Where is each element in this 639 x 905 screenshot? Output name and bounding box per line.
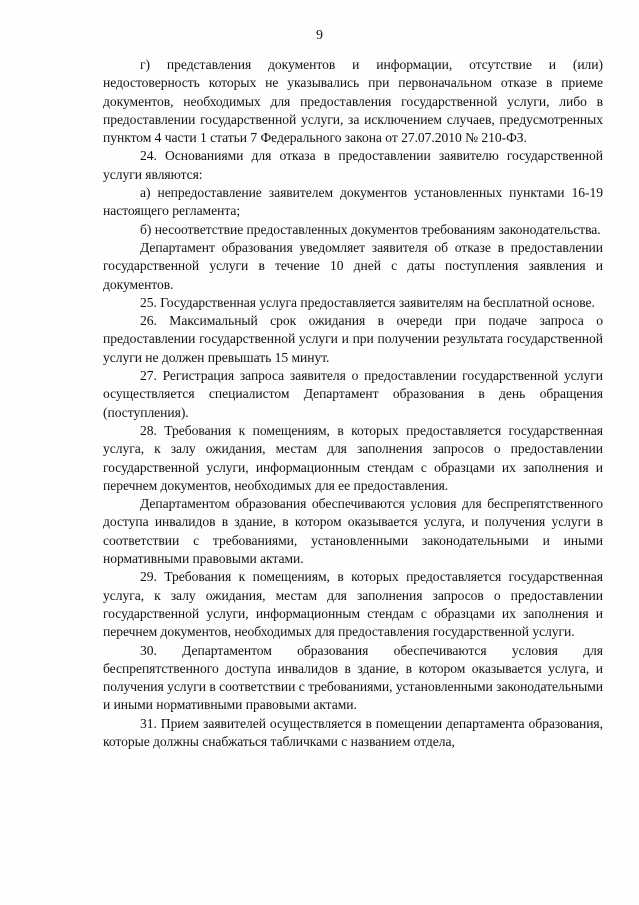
- paragraph-26: 26. Максимальный срок ожидания в очереди при подаче запроса о предоставлении государственной услуги и при получении результата государственной услуги не должен превышать 15 минут.: [103, 313, 603, 365]
- document-body: [103, 56, 603, 751]
- paragraph-29: 29. Требования к помещениям, в которых предоставляется государственная услуга, к залу ожидания, местам для заполнения запросов о предоставлении государственной услуги, информационным стендам с образцами их заполнения и перечнем документов, необходимых для предоставления государственной услуги.: [103, 569, 603, 640]
- page-number: 9: [316, 28, 323, 43]
- paragraph-24: 24. Основаниями для отказа в предоставлении заявителю государственной услуги являются:: [103, 148, 603, 182]
- paragraph-30: 30. Департаментом образования обеспечиваются условия для беспрепятственного доступа инвалидов в здание, в котором оказывается услуга, и получения услуги в соответствии с требованиями, установленными законодательными и иными нормативными правовыми актами.: [103, 642, 603, 713]
- paragraph-28: 28. Требования к помещениям, в которых предоставляется государственная услуга, к залу ожидания, местам для заполнения запросов о предоставлении государственной услуги, информационным стендам с образцами их заполнения и перечнем документов, необходимых для ее предоставления.: [103, 422, 603, 493]
- paragraph-25: 25. Государственная услуга предоставляется заявителям на бесплатной основе.: [140, 294, 595, 310]
- paragraph-24-b: б) несоответствие предоставленных документов требованиям законодательства.: [140, 221, 601, 237]
- paragraph-28-accessibility: Департаментом образования обеспечиваются условия для беспрепятственного доступа инвалидов в здание, в котором оказывается услуга, и получения услуги в соответствии с требованиями, установленными законодательными и иными нормативными правовыми актами.: [103, 496, 603, 567]
- paragraph-item-g: г) представления документов и информации, отсутствие и (или) недостоверность которых не указывались при первоначальном отказе в приеме документов, необходимых для предоставления государственной услуги, либо в предоставлении государственной услуги, за исключением случаев, предусмотренных пунктом 4 части 1 статьи 7 Федерального закона от 27.07.2010 № 210-ФЗ.: [103, 57, 603, 146]
- paragraph-27: 27. Регистрация запроса заявителя о предоставлении государственной услуги осуществляется специалистом Департамент образования в день обращения (поступления).: [103, 368, 603, 420]
- paragraph-notification: Департамент образования уведомляет заявителя об отказе в предоставлении государственной услуги в течение 10 дней с даты поступления заявления и документов.: [103, 239, 603, 292]
- paragraph-24-a: а) непредоставление заявителем документов установленных пунктами 16-19 настоящего регламента;: [103, 185, 603, 219]
- paragraph-31: 31. Прием заявителей осуществляется в помещении департамента образования, которые должны снабжаться табличками с названием отдела,: [103, 715, 603, 749]
